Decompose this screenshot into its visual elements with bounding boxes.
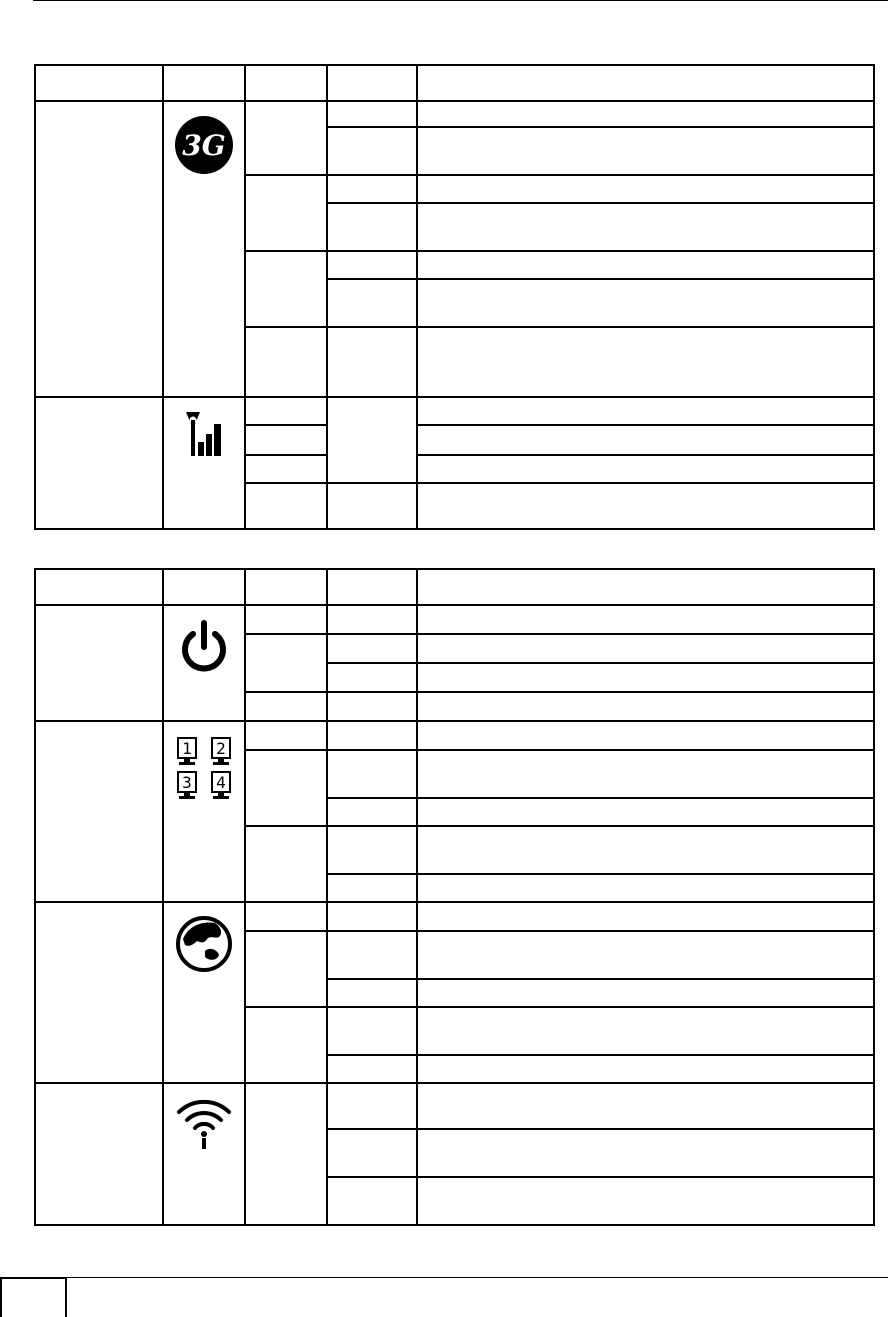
color-cell (245, 175, 327, 251)
3g-icon (173, 114, 235, 176)
header-led (35, 569, 163, 605)
color-cell (245, 605, 327, 634)
status-cell (327, 203, 417, 251)
description-cell (417, 251, 874, 279)
led-name-cell (35, 902, 163, 1083)
color-cell (245, 455, 327, 483)
svg-text:3: 3 (182, 773, 192, 792)
description-cell (417, 1007, 874, 1055)
status-cell (327, 826, 417, 874)
icon-cell (163, 902, 245, 1083)
color-cell (245, 425, 327, 455)
description-cell (417, 1083, 874, 1129)
table-header-row (35, 569, 874, 605)
led-table-1 (34, 64, 875, 530)
svg-text:3G: 3G (182, 129, 226, 162)
status-cell (327, 101, 417, 127)
led-name-cell (35, 1083, 163, 1225)
description-cell (417, 721, 874, 750)
wireless-wifi-icon (175, 1092, 233, 1150)
svg-text:4: 4 (216, 773, 226, 792)
table-row (35, 101, 874, 127)
color-cell (245, 721, 327, 750)
color-cell (245, 634, 327, 692)
description-cell (417, 203, 874, 251)
color-cell (245, 101, 327, 175)
description-cell (417, 1129, 874, 1177)
description-cell (417, 826, 874, 874)
header-icon (163, 65, 245, 101)
header-description (417, 65, 874, 101)
status-cell (327, 127, 417, 175)
svg-text:1: 1 (182, 739, 192, 758)
table-row (35, 397, 874, 425)
status-cell (327, 634, 417, 663)
icon-cell (163, 605, 245, 721)
color-cell (245, 826, 327, 902)
status-cell (327, 721, 417, 750)
description-cell (417, 979, 874, 1007)
power-icon (176, 620, 232, 678)
description-cell (417, 127, 874, 175)
status-cell (327, 798, 417, 826)
color-cell (245, 931, 327, 1007)
header-status (327, 569, 417, 605)
status-cell (327, 1083, 417, 1129)
status-cell (327, 279, 417, 327)
header-description (417, 569, 874, 605)
description-cell (417, 175, 874, 203)
description-cell (417, 874, 874, 902)
description-cell (417, 1055, 874, 1083)
led-name-cell (35, 721, 163, 902)
svg-text:2: 2 (216, 739, 226, 758)
status-cell (327, 483, 417, 529)
description-cell (417, 1177, 874, 1225)
description-cell (417, 483, 874, 529)
color-cell (245, 327, 327, 397)
table-header-row (35, 65, 874, 101)
header-color (245, 65, 327, 101)
status-cell (327, 874, 417, 902)
description-cell (417, 279, 874, 327)
status-cell (327, 175, 417, 203)
status-cell (327, 251, 417, 279)
header-rule (33, 0, 888, 1)
header-led (35, 65, 163, 101)
internet-globe-icon (175, 915, 233, 973)
header-color (245, 569, 327, 605)
description-cell (417, 750, 874, 798)
description-cell (417, 101, 874, 127)
table-row (35, 721, 874, 750)
icon-cell (163, 101, 245, 397)
icon-cell (163, 397, 245, 529)
status-cell (327, 663, 417, 692)
status-cell (327, 1129, 417, 1177)
description-cell (417, 902, 874, 931)
color-cell (245, 1007, 327, 1083)
description-cell (417, 692, 874, 721)
color-cell (245, 902, 327, 931)
table-row (35, 902, 874, 931)
status-cell (327, 1055, 417, 1083)
color-cell (245, 692, 327, 721)
led-name-cell (35, 397, 163, 529)
led-table-2 (34, 568, 875, 1226)
color-cell (245, 251, 327, 327)
color-cell (245, 1083, 327, 1225)
color-cell (245, 483, 327, 529)
page-number-box (0, 1277, 67, 1317)
status-cell (327, 1177, 417, 1225)
header-status (327, 65, 417, 101)
description-cell (417, 798, 874, 826)
led-name-cell (35, 101, 163, 397)
color-cell (245, 397, 327, 425)
status-cell (327, 750, 417, 798)
status-cell (327, 1007, 417, 1055)
table-row (35, 605, 874, 634)
status-cell (327, 605, 417, 634)
description-cell (417, 425, 874, 455)
status-cell (327, 692, 417, 721)
description-cell (417, 931, 874, 979)
description-cell (417, 663, 874, 692)
footer-rule (67, 1277, 888, 1278)
status-cell (327, 931, 417, 979)
icon-cell (163, 1083, 245, 1225)
description-cell (417, 397, 874, 425)
status-cell (327, 902, 417, 931)
description-cell (417, 605, 874, 634)
status-cell (327, 327, 417, 397)
description-cell (417, 327, 874, 397)
icon-cell (163, 721, 245, 902)
signal-strength-icon (183, 410, 225, 458)
ethernet-ports-icon (171, 736, 237, 802)
status-cell (327, 979, 417, 1007)
color-cell (245, 750, 327, 826)
status-cell (327, 397, 417, 483)
description-cell (417, 634, 874, 663)
description-cell (417, 455, 874, 483)
table-row (35, 1083, 874, 1129)
header-icon (163, 569, 245, 605)
led-name-cell (35, 605, 163, 721)
